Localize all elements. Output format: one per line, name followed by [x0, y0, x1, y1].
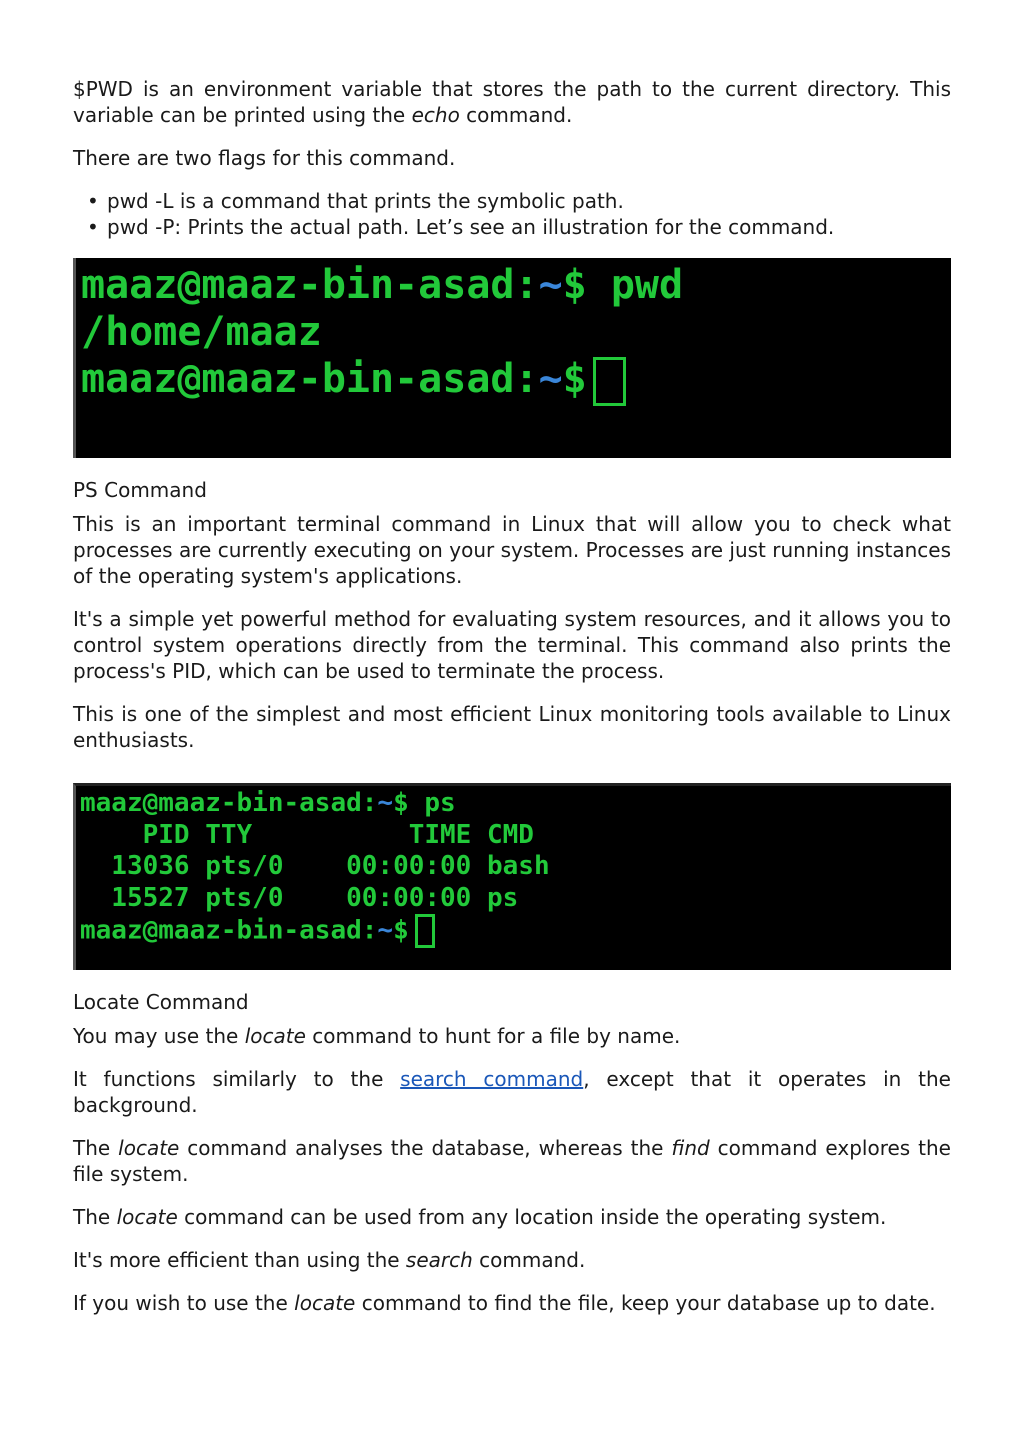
terminal-line: 15527 pts/0 00:00:00 ps	[80, 882, 519, 913]
ps-heading: PS Command	[73, 478, 207, 502]
pwd-description: $PWD is an environment variable that stores the path to the current directory. This variable can be printed using the echo command.	[73, 77, 951, 127]
flags-list	[73, 188, 951, 240]
locate-paragraph: The locate command analyses the database, whereas the find command explores the file system.	[73, 1136, 951, 1186]
terminal-line: maaz@maaz-bin-asad:~$ ps	[80, 788, 456, 818]
list-item: • pwd -P: Prints the actual path. Let’s see an illustration for the command.	[73, 214, 951, 240]
locate-paragraph: It functions similarly to the search command, except that it operates in the background.	[73, 1067, 951, 1117]
locate-heading: Locate Command	[73, 990, 249, 1014]
ps-paragraph: This is one of the simplest and most efficient Linux monitoring tools available to Linux enthusiasts.	[73, 702, 951, 752]
locate-paragraph: It's more efficient than using the search command.	[73, 1248, 586, 1272]
cursor-icon	[415, 914, 435, 948]
cursor-icon	[593, 357, 626, 406]
locate-paragraph: The locate command can be used from any location inside the operating system.	[73, 1205, 887, 1229]
terminal-line: maaz@maaz-bin-asad:~$	[76, 356, 683, 406]
ps-paragraph: This is an important terminal command in Linux that will allow you to check what processes are currently executing on your system. Processes are just running instances of the operating system's applications.	[73, 512, 951, 588]
pwd-terminal-screenshot	[73, 258, 951, 458]
list-item: • pwd -L is a command that prints the symbolic path.	[73, 188, 951, 214]
terminal-line: maaz@maaz-bin-asad:~$ pwd	[81, 262, 684, 308]
locate-paragraph: If you wish to use the locate command to find the file, keep your database up to date.	[73, 1291, 936, 1315]
terminal-line: PID TTY TIME CMD	[80, 819, 534, 850]
ps-terminal-screenshot	[73, 783, 951, 970]
terminal-line: /home/maaz	[81, 309, 322, 355]
document-page	[73, 76, 951, 1333]
terminal-line: maaz@maaz-bin-asad:~$	[76, 914, 550, 948]
ps-paragraph: It's a simple yet powerful method for evaluating system resources, and it allows you to control system operations directly from the terminal. This command also prints the process's PID, which can be used to terminate the process.	[73, 607, 951, 683]
locate-paragraph: You may use the locate command to hunt for a file by name.	[73, 1024, 681, 1048]
terminal-line: 13036 pts/0 00:00:00 bash	[80, 851, 550, 881]
flags-intro: There are two flags for this command.	[73, 146, 456, 170]
search-command-link[interactable]: search command	[400, 1067, 584, 1091]
